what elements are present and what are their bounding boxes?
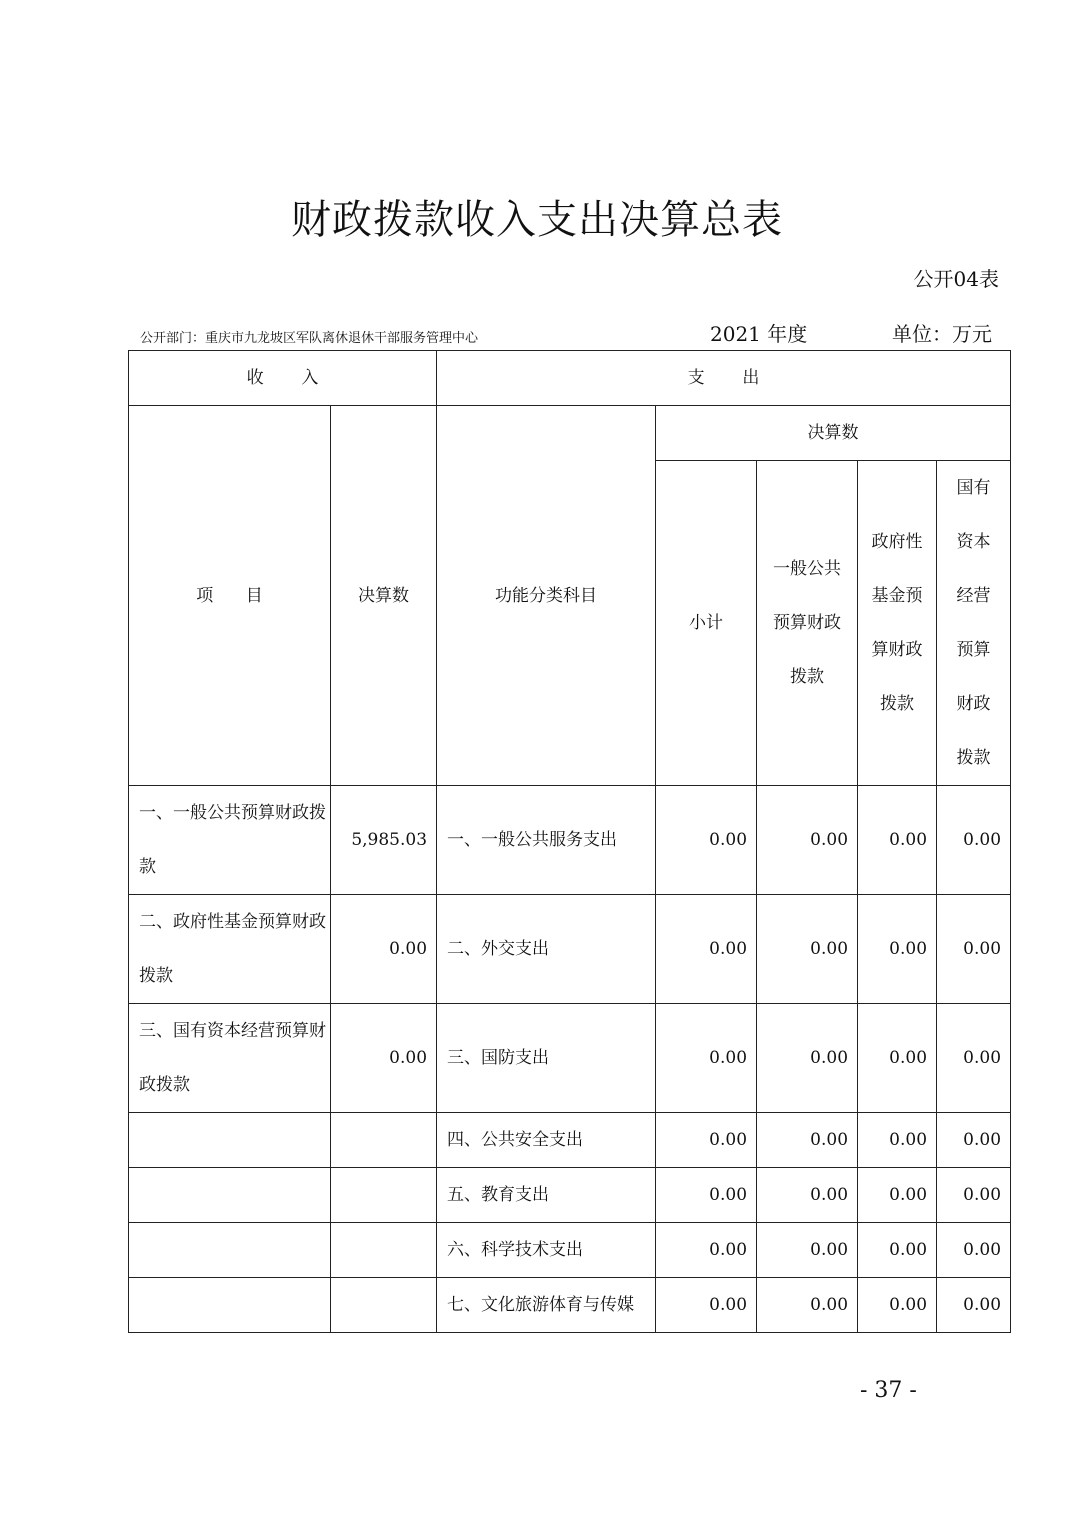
table-row: [129, 1113, 1011, 1168]
fund-cell: 0.00: [858, 895, 937, 1004]
subtotal-cell: 0.00: [656, 786, 757, 895]
currency-unit: 单位：万元: [892, 322, 992, 346]
gov-fund-header: 政府性基金预算财政拨款: [858, 461, 937, 786]
capital-cell: 0.00: [937, 1113, 1011, 1168]
income-amount-cell: [331, 1278, 437, 1333]
fund-cell: 0.00: [858, 1168, 937, 1223]
general-cell: 0.00: [757, 786, 858, 895]
general-cell: 0.00: [757, 895, 858, 1004]
page-number: - 37 -: [860, 1378, 917, 1403]
table-row: [129, 1004, 1011, 1113]
department-label: 公开部门：重庆市九龙坡区军队离休退休干部服务管理中心: [140, 331, 479, 346]
item-header: 项 目: [129, 406, 331, 786]
page-title: 财政拨款收入支出决算总表: [291, 197, 783, 243]
fund-cell: 0.00: [858, 1223, 937, 1278]
state-capital-header: 国有资本经营预算财政拨款: [937, 461, 1011, 786]
fund-cell: 0.00: [858, 1004, 937, 1113]
general-budget-header: 一般公共预算财政拨款: [757, 461, 858, 786]
table-row: [129, 786, 1011, 895]
expense-header: 支 出: [437, 351, 1011, 406]
income-item-cell: [129, 1168, 331, 1223]
income-item-cell: [129, 1278, 331, 1333]
category-cell: 三、国防支出: [437, 1004, 656, 1113]
subtotal-header: 小计: [656, 461, 757, 786]
fiscal-year: 2021 年度: [710, 322, 808, 346]
budget-table: [128, 350, 1011, 1333]
income-header: 收 入: [129, 351, 437, 406]
income-amount-cell: [331, 1223, 437, 1278]
income-item-cell: 二、政府性基金预算财政拨款: [129, 895, 331, 1004]
subtotal-cell: 0.00: [656, 1004, 757, 1113]
income-item-cell: [129, 1113, 331, 1168]
form-number: 公开04表: [913, 267, 999, 291]
table-row: [129, 1168, 1011, 1223]
capital-cell: 0.00: [937, 1278, 1011, 1333]
subtotal-cell: 0.00: [656, 1168, 757, 1223]
final-amount-header: 决算数: [656, 406, 1011, 461]
category-cell: 六、科学技术支出: [437, 1223, 656, 1278]
fund-cell: 0.00: [858, 1113, 937, 1168]
capital-cell: 0.00: [937, 786, 1011, 895]
capital-cell: 0.00: [937, 1168, 1011, 1223]
category-header: 功能分类科目: [437, 406, 656, 786]
capital-cell: 0.00: [937, 1223, 1011, 1278]
category-cell: 五、教育支出: [437, 1168, 656, 1223]
subtotal-cell: 0.00: [656, 1113, 757, 1168]
subtotal-cell: 0.00: [656, 1223, 757, 1278]
subtotal-cell: 0.00: [656, 895, 757, 1004]
general-cell: 0.00: [757, 1113, 858, 1168]
amount-header: 决算数: [331, 406, 437, 786]
income-amount-cell: [331, 1168, 437, 1223]
capital-cell: 0.00: [937, 895, 1011, 1004]
capital-cell: 0.00: [937, 1004, 1011, 1113]
general-cell: 0.00: [757, 1223, 858, 1278]
table-row: [129, 1278, 1011, 1333]
table-row: [129, 1223, 1011, 1278]
table-row: [129, 895, 1011, 1004]
category-cell: 二、外交支出: [437, 895, 656, 1004]
income-item-cell: 一、一般公共预算财政拨款: [129, 786, 331, 895]
category-cell: 一、一般公共服务支出: [437, 786, 656, 895]
income-item-cell: [129, 1223, 331, 1278]
income-amount-cell: 0.00: [331, 1004, 437, 1113]
general-cell: 0.00: [757, 1004, 858, 1113]
general-cell: 0.00: [757, 1168, 858, 1223]
subtotal-cell: 0.00: [656, 1278, 757, 1333]
income-amount-cell: [331, 1113, 437, 1168]
income-amount-cell: 5,985.03: [331, 786, 437, 895]
general-cell: 0.00: [757, 1278, 858, 1333]
income-amount-cell: 0.00: [331, 895, 437, 1004]
fund-cell: 0.00: [858, 786, 937, 895]
income-item-cell: 三、国有资本经营预算财政拨款: [129, 1004, 331, 1113]
category-cell: 七、文化旅游体育与传媒: [437, 1278, 656, 1333]
category-cell: 四、公共安全支出: [437, 1113, 656, 1168]
fund-cell: 0.00: [858, 1278, 937, 1333]
